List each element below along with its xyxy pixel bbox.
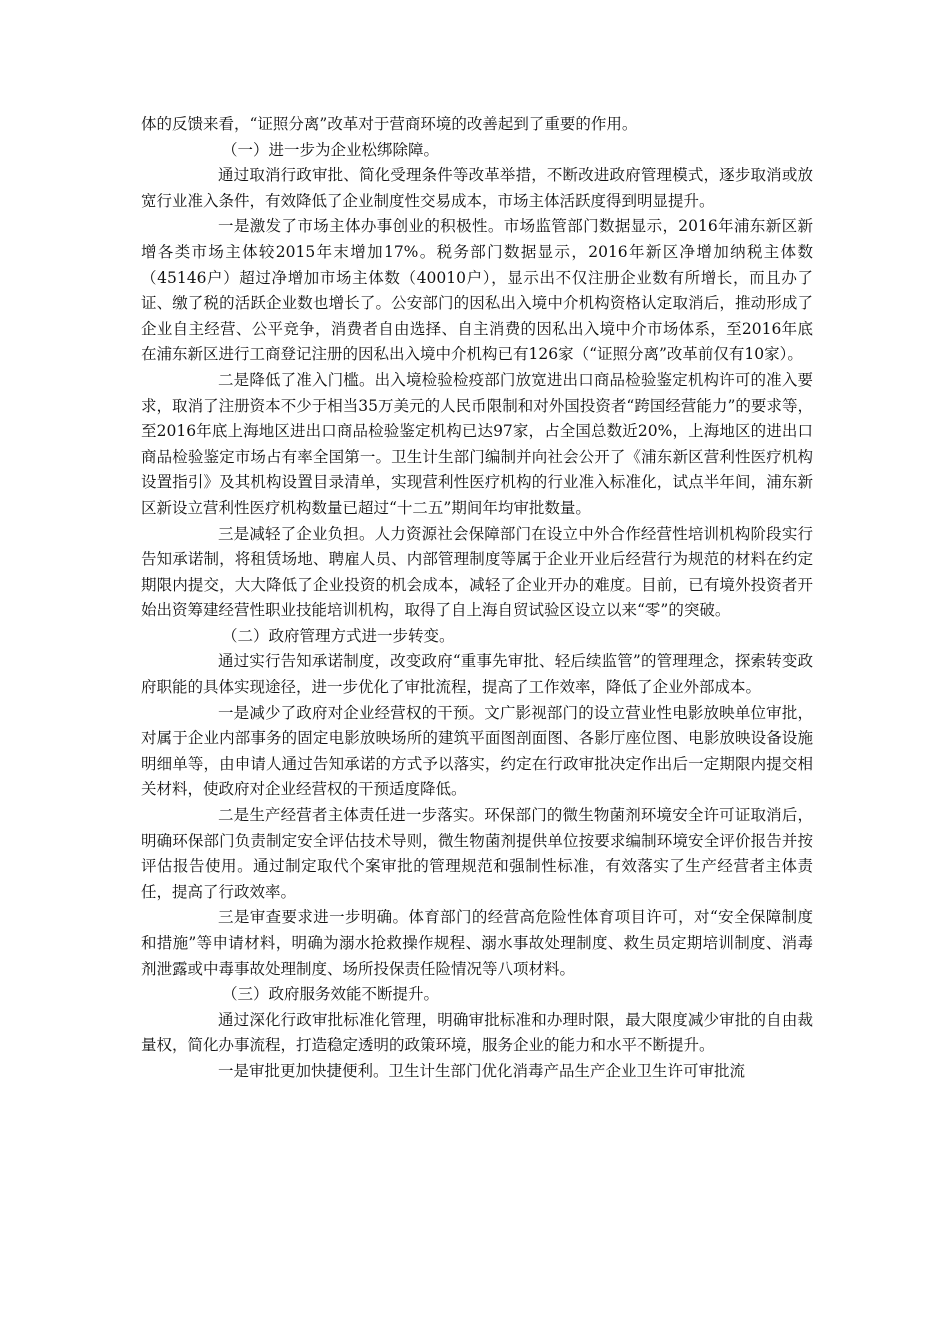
paragraph: 一是减少了政府对企业经营权的干预。文广影视部门的设立营业性电影放映单位审批，对属于企业内部事务的固定电影放映场所的建筑平面图剖面图、各影厅座位图、电影放映设备设施明细单等，由申请人通过告知承诺的方式予以落实，约定在行政审批决定作出后一定期限内提交相关材料，使政府对企业经营权的干预适度降低。 [141, 703, 813, 799]
document-page [141, 112, 813, 1085]
section-heading-1: （一）进一步为企业松绑除障。 [222, 140, 440, 159]
paragraph: 三是减轻了企业负担。人力资源社会保障部门在设立中外合作经营性培训机构阶段实行告知承诺制，将租赁场地、聘雇人员、内部管理制度等属于企业开业后经营行为规范的材料在约定期限内提交，大大降低了企业投资的机会成本，减轻了企业开办的难度。目前，已有境外投资者开始出资筹建经营性职业技能培训机构，取得了自上海自贸试验区设立以来“零”的突破。 [141, 524, 813, 620]
paragraph: 二是降低了准入门槛。出入境检验检疫部门放宽进出口商品检验鉴定机构许可的准入要求，取消了注册资本不少于相当35万美元的人民币限制和对外国投资者“跨国经营能力”的要求等，至2016年底上海地区进出口商品检验鉴定机构已达97家，占全国总数近20%，上海地区的进出口商品检验鉴定市场占有率全国第一。卫生计生部门编制并向社会公开了《浦东新区营利性医疗机构设置指引》及其机构设置目录清单，实现营利性医疗机构的行业准入标准化，试点半年间，浦东新区新设立营利性医疗机构数量已超过“十二五”期间年均审批数量。 [141, 370, 813, 517]
paragraph: 通过实行告知承诺制度，改变政府“重事先审批、轻后续监管”的管理理念，探索转变政府职能的具体实现途径，进一步优化了审批流程，提高了工作效率，降低了企业外部成本。 [141, 652, 813, 697]
paragraph-continued: 体的反馈来看，“证照分离”改革对于营商环境的改善起到了重要的作用。 [141, 115, 638, 133]
paragraph: 通过取消行政审批、简化受理条件等改革举措，不断改进政府管理模式，逐步取消或放宽行业准入条件，有效降低了企业制度性交易成本，市场主体活跃度得到明显提升。 [141, 166, 813, 210]
paragraph: 二是生产经营者主体责任进一步落实。环保部门的微生物菌剂环境安全许可证取消后，明确环保部门负责制定安全评估技术导则，微生物菌剂提供单位按要求编制环境安全评价报告并按评估报告使用。通过制定取代个案审批的管理规范和强制性标准，有效落实了生产经营者主体责任，提高了行政效率。 [141, 806, 813, 901]
paragraph: 通过深化行政审批标准化管理，明确审批标准和办理时限，最大限度减少审批的自由裁量权，简化办事流程，打造稳定透明的政策环境，服务企业的能力和水平不断提升。 [141, 1010, 813, 1055]
section-heading-3: （三）政府服务效能不断提升。 [222, 985, 440, 1004]
paragraph: 三是审查要求进一步明确。体育部门的经营高危险性体育项目许可，对“安全保障制度和措施”等申请材料，明确为溺水抢救操作规程、溺水事故处理制度、救生员定期培训制度、消毒剂泄露或中毒事故处理制度、场所投保责任险情况等八项材料。 [141, 908, 813, 978]
paragraph-truncated: 一是审批更加快捷便利。卫生计生部门优化消毒产品生产企业卫生许可审批流 [218, 1061, 746, 1080]
paragraph: 一是激发了市场主体办事创业的积极性。市场监管部门数据显示，2016年浦东新区新增各类市场主体较2015年末增加17%。税务部门数据显示，2016年新区净增加纳税主体数（45146户）超过净增加市场主体数（40010户），显示出不仅注册企业数有所增长，而且办了证、缴了税的活跃企业数也增长了。公安部门的因私出入境中介机构资格认定取消后，推动形成了企业自主经营、公平竞争，消费者自由选择、自主消费的因私出入境中介市场体系，至2016年底在浦东新区进行工商登记注册的因私出入境中介机构已有126家（“证照分离”改革前仅有10家）。 [141, 217, 813, 364]
section-heading-2: （二）政府管理方式进一步转变。 [222, 626, 455, 645]
